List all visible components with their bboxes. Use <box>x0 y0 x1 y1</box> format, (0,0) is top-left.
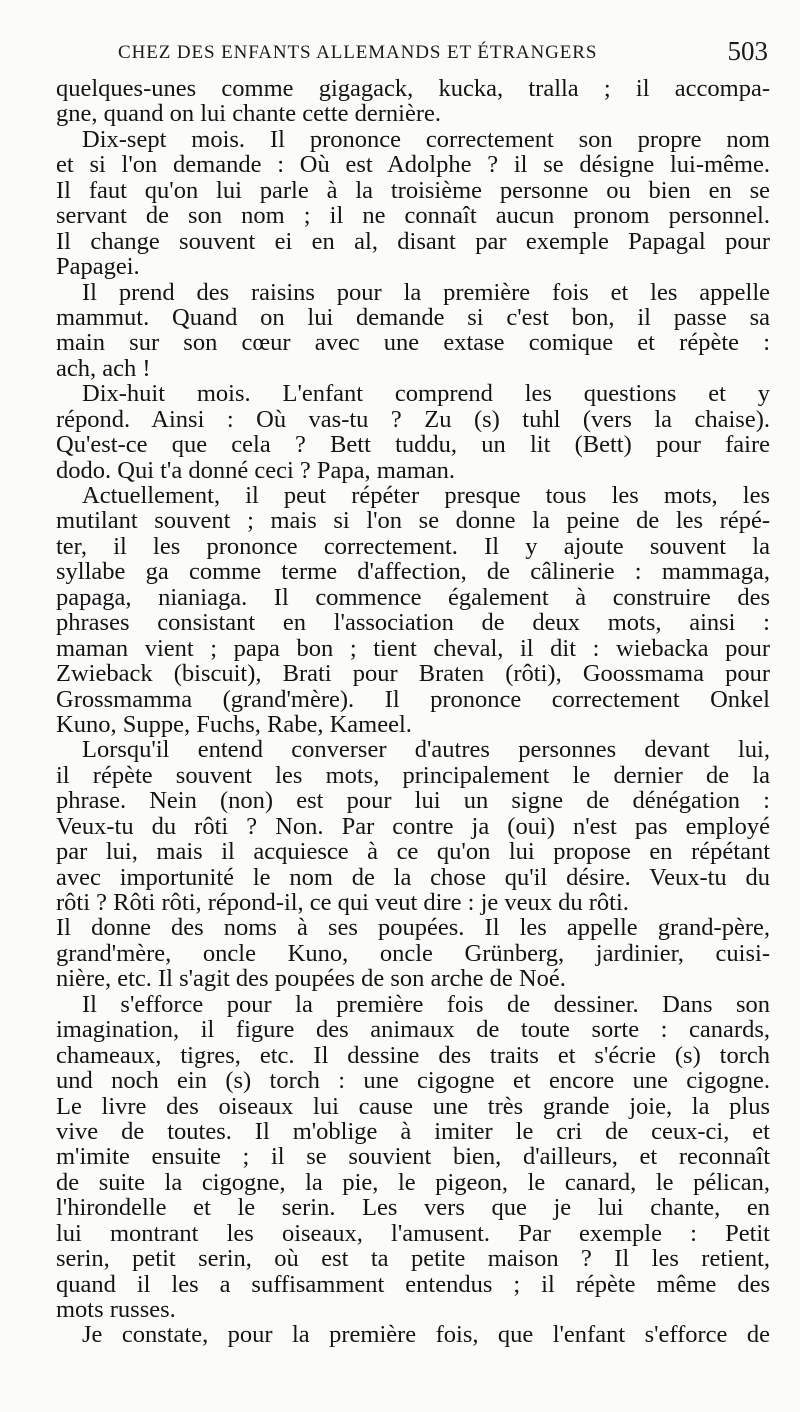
text-line: vive de toutes. Il m'oblige à imiter le cri de ceux-ci, et <box>56 1117 770 1145</box>
text-line: imagination, il figure des animaux de toute sorte : canards, <box>56 1016 770 1044</box>
body-text <box>56 76 770 1348</box>
text-line: ter, il les prononce correctement. Il y ajoute souvent la <box>56 532 770 560</box>
text-line: mots russes. <box>56 1296 176 1323</box>
text-line: grand'mère, oncle Kuno, oncle Grünberg, jardinier, cuisi- <box>56 939 770 967</box>
text-line: Dix-huit mois. L'enfant comprend les questions et y <box>82 380 770 408</box>
text-line: dodo. Qui t'a donné ceci ? Papa, maman. <box>56 456 456 484</box>
text-line: m'imite ensuite ; il se souvient bien, d'ailleurs, et reconnaît <box>56 1143 770 1171</box>
text-line: chameaux, tigres, etc. Il dessine des traits et s'écrie (s) torch <box>56 1041 770 1069</box>
text-line: serin, petit serin, où est ta petite maison ? Il les retient, <box>56 1245 770 1273</box>
text-line: Dix-sept mois. Il prononce correctement son propre nom <box>82 125 770 153</box>
text-line: quand il les a suffisamment entendus ; il répète même des <box>56 1270 770 1298</box>
page-number: 503 <box>727 36 768 66</box>
text-line: lui montrant les oiseaux, l'amusent. Par exemple : Petit <box>56 1219 770 1247</box>
text-line: phrase. Nein (non) est pour lui un signe de dénégation : <box>56 787 770 815</box>
text-line: ach, ach ! <box>56 354 151 382</box>
text-line: de suite la cigogne, la pie, le pigeon, le canard, le pélican, <box>56 1168 770 1196</box>
text-line: Kuno, Suppe, Fuchs, Rabe, Kameel. <box>56 710 412 738</box>
text-line: Lorsqu'il entend converser d'autres personnes devant lui, <box>82 736 770 764</box>
text-line: Zwieback (biscuit), Brati pour Braten (rôti), Goossmama pour <box>56 660 770 688</box>
text-line: maman vient ; papa bon ; tient cheval, il dit : wiebacka pour <box>56 634 770 662</box>
text-line: Il donne des noms à ses poupées. Il les appelle grand-père, <box>56 914 770 942</box>
text-line: Je constate, pour la première fois, que l'enfant s'efforce de <box>82 1321 770 1349</box>
text-line: mutilant souvent ; mais si l'on se donne la peine de les répé- <box>56 507 770 535</box>
text-line: papaga, nianiaga. Il commence également à construire des <box>56 583 770 611</box>
text-line: Grossmamma (grand'mère). Il prononce correctement Onkel <box>56 685 770 713</box>
text-line: répond. Ainsi : Où vas-tu ? Zu (s) tuhl (vers la chaise). <box>56 405 770 433</box>
text-line: Il change souvent ei en al, disant par exemple Papagal pour <box>56 227 770 255</box>
text-line: Il faut qu'on lui parle à la troisième personne ou bien en se <box>56 176 770 204</box>
text-line: nière, etc. Il s'agit des poupées de son arche de Noé. <box>56 965 566 993</box>
text-line: mammut. Quand on lui demande si c'est bon, il passe sa <box>56 303 770 331</box>
text-line: servant de son nom ; il ne connaît aucun pronom personnel. <box>56 202 770 230</box>
text-line: Actuellement, il peut répéter presque tous les mots, les <box>82 482 770 509</box>
text-line: rôti ? Rôti rôti, répond-il, ce qui veut dire : je veux du rôti. <box>56 889 629 916</box>
text-line: et si l'on demande : Où est Adolphe ? il se désigne lui-même. <box>56 151 770 179</box>
text-line: gne, quand on lui chante cette dernière. <box>56 100 442 128</box>
text-line: avec importunité le nom de la chose qu'il désire. Veux-tu du <box>56 863 770 891</box>
text-line: Le livre des oiseaux lui cause une très grande joie, la plus <box>56 1092 770 1120</box>
text-line: quelques-unes comme gigagack, kucka, tralla ; il accompa- <box>56 75 770 102</box>
text-line: und noch ein (s) torch : une cigogne et encore une cigogne. <box>56 1067 770 1095</box>
text-line: phrases consistant en l'association de deux mots, ainsi : <box>56 609 770 637</box>
text-line: Qu'est-ce que cela ? Bett tuddu, un lit (Bett) pour faire <box>56 431 770 459</box>
text-line: Il s'efforce pour la première fois de dessiner. Dans son <box>82 990 770 1018</box>
text-line: Il prend des raisins pour la première fois et les appelle <box>82 278 770 306</box>
running-title: CHEZ DES ENFANTS ALLEMANDS ET ÉTRANGERS <box>118 42 598 63</box>
text-line: Veux-tu du rôti ? Non. Par contre ja (oui) n'est pas employé <box>56 812 770 840</box>
text-line: main sur son cœur avec une extase comique et répète : <box>56 329 770 357</box>
text-line: Papagei. <box>56 253 140 281</box>
text-line: syllabe ga comme terme d'affection, de câlinerie : mammaga, <box>56 558 770 586</box>
text-line: par lui, mais il acquiesce à ce qu'on lui propose en répétant <box>56 838 770 866</box>
text-line: l'hirondelle et le serin. Les vers que je lui chante, en <box>56 1194 770 1222</box>
text-line: il répète souvent les mots, principalement le dernier de la <box>56 761 770 789</box>
page-header <box>56 38 768 72</box>
